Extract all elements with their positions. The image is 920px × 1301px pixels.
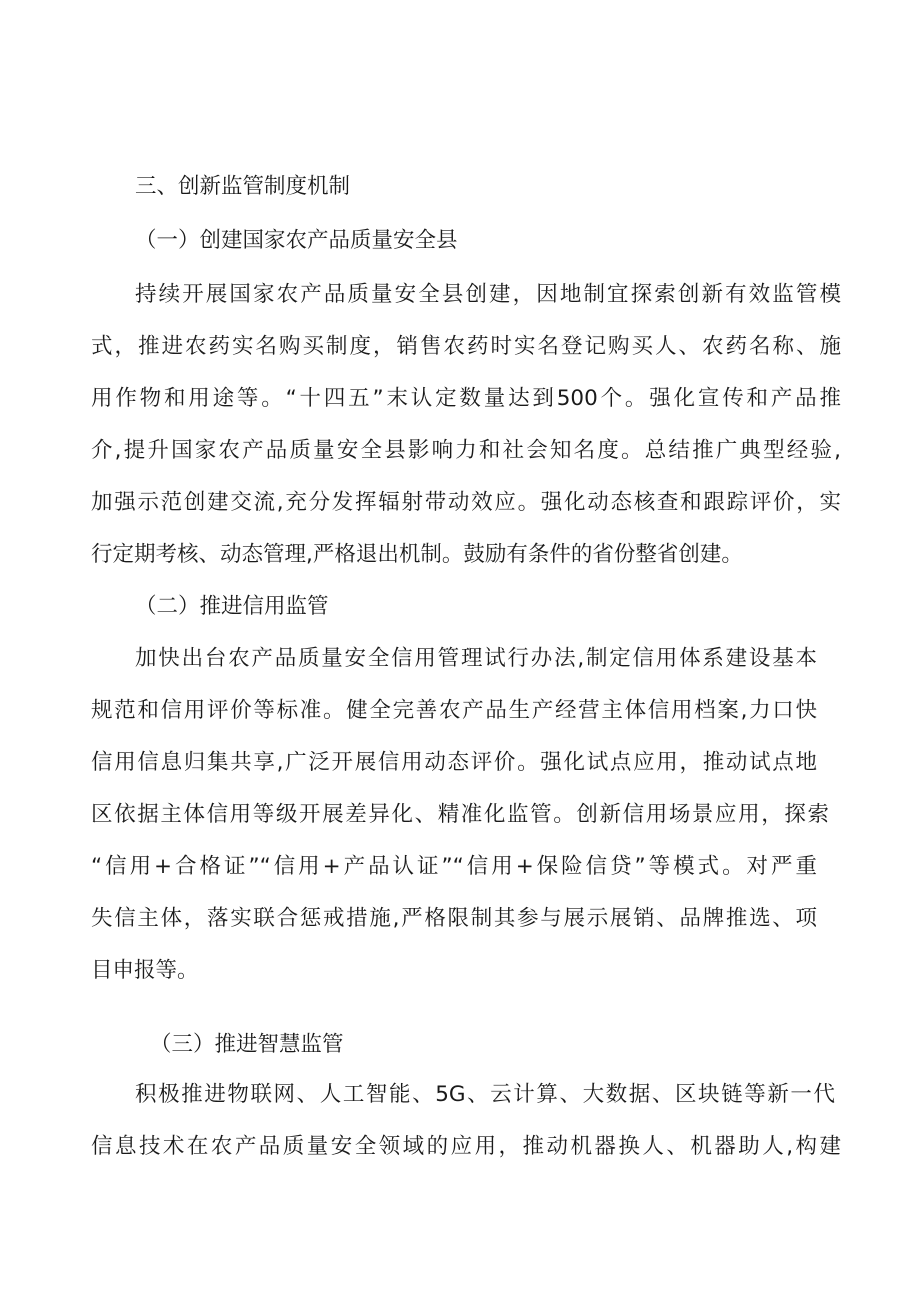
paragraph-line: 信用信息归集共享,广泛开展信用动态评价。强化试点应用，推动试点地 bbox=[91, 750, 817, 775]
paragraph-line: 介,提升国家农产品质量安全县影响力和社会知名度。总结推广典型经验, bbox=[91, 438, 841, 463]
paragraph-line: 持续开展国家农产品质量安全县创建，因地制宜探索创新有效监管模 bbox=[135, 282, 841, 307]
subsection-title-2: （二）推进信用监管 bbox=[135, 594, 329, 619]
paragraph-line: 行定期考核、动态管理,严格退出机制。鼓励有条件的省份整省创建。 bbox=[91, 542, 743, 567]
paragraph-line: 用作物和用途等。“十四五”末认定数量达到500个。强化宣传和产品推 bbox=[91, 386, 841, 411]
paragraph-line: 加快出台农产品质量安全信用管理试行办法,制定信用体系建设基本 bbox=[135, 646, 817, 671]
paragraph-line: 积极推进物联网、人工智能、5G、云计算、大数据、区块链等新一代 bbox=[135, 1082, 835, 1107]
paragraph-line: 信息技术在农产品质量安全领域的应用，推动机器换人、机器助人,构建 bbox=[91, 1134, 841, 1159]
paragraph-line: 目申报等。 bbox=[91, 958, 199, 983]
paragraph-line: “信用+合格证”“信用+产品认证”“信用+保险信贷”等模式。对严重 bbox=[91, 854, 817, 879]
paragraph-line: 区依据主体信用等级开展差异化、精准化监管。创新信用场景应用，探索 bbox=[91, 802, 829, 827]
paragraph-line: 加强示范创建交流,充分发挥辐射带动效应。强化动态核查和跟踪评价，实 bbox=[91, 490, 841, 515]
paragraph-line: 规范和信用评价等标准。健全完善农产品生产经营主体信用档案,力口快 bbox=[91, 698, 817, 723]
subsection-title-3: （三）推进智慧监管 bbox=[150, 1032, 344, 1057]
section-title: 三、创新监管制度机制 bbox=[135, 174, 351, 199]
paragraph-line: 式，推进农药实名购买制度，销售农药时实名登记购买人、农药名称、施 bbox=[91, 334, 841, 359]
paragraph-line: 失信主体，落实联合惩戒措施,严格限制其参与展示展销、品牌推选、项 bbox=[91, 906, 817, 931]
subsection-title-1: （一）创建国家农产品质量安全县 bbox=[135, 228, 458, 253]
